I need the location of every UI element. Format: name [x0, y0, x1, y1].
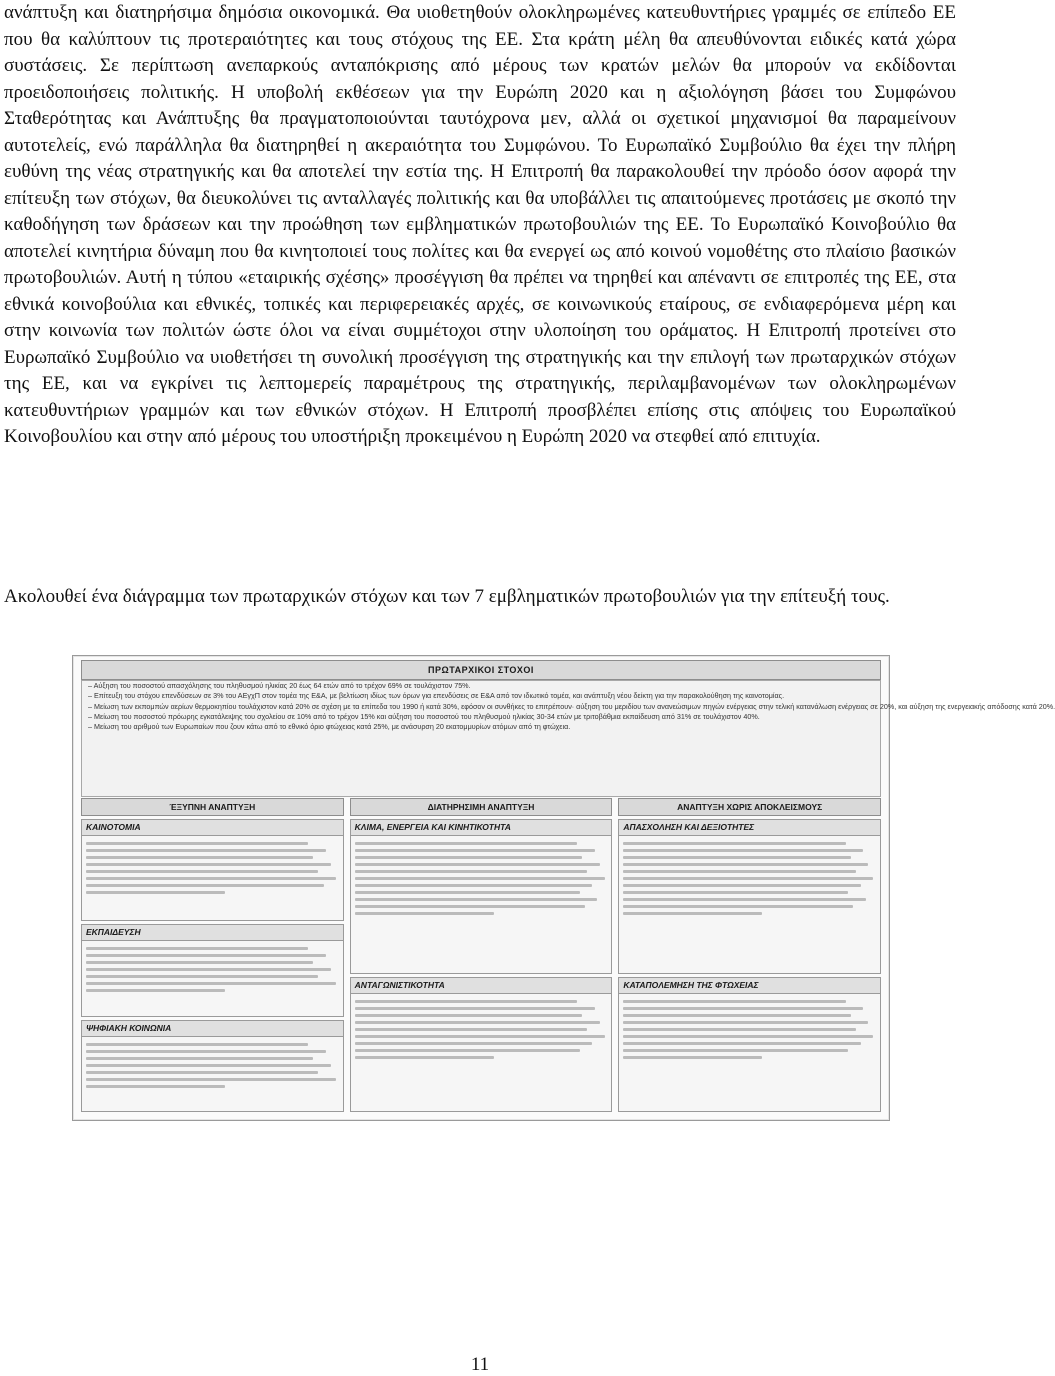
- flagship-title: ΚΑΙΝΟΤΟΜΙΑ: [82, 820, 343, 836]
- flagship-title: ΕΚΠΑΙΔΕΥΣΗ: [82, 925, 343, 941]
- priority-columns: [81, 798, 881, 1112]
- flagship-box: [350, 819, 613, 974]
- column-header: ΈΞΥΠΝΗ ΑΝΑΠΤΥΞΗ: [81, 798, 344, 816]
- flagship-text: [82, 836, 343, 900]
- small-print-line: [355, 842, 577, 845]
- europe-2020-diagram: [72, 655, 1055, 1121]
- small-print-line: [623, 1035, 873, 1038]
- flagship-box: [618, 819, 881, 974]
- target-item: – Μείωση του αριθμού των Ευρωπαίων που ζουν κάτω από το εθνικό όριο φτώχειας κατά 25%, με ανάσυρση 20 εκατομμυρίων ατόμων από τη φτώχεια.: [82, 722, 880, 732]
- small-print-line: [355, 1000, 577, 1003]
- flagship-title: ΨΗΦΙΑΚΗ ΚΟΙΝΩΝΙΑ: [82, 1021, 343, 1037]
- small-print-line: [623, 870, 855, 873]
- small-print-line: [355, 870, 587, 873]
- target-item: – Μείωση του ποσοστού πρόωρης εγκατάλειψης του σχολείου σε 10% από το τρέχον 15% και αύξηση του ποσοστού του πληθυσμού ηλικίας 30-34 ετών με τριτοβάθμια εκπαίδευση από 31% σε τουλάχιστον 40%.: [82, 712, 880, 722]
- small-print-line: [86, 982, 336, 985]
- small-print-line: [623, 891, 848, 894]
- small-print-line: [623, 1056, 762, 1059]
- small-print-line: [623, 1021, 868, 1024]
- small-print-line: [86, 1064, 331, 1067]
- small-print-line: [355, 905, 585, 908]
- small-print-line: [86, 842, 308, 845]
- small-print-line: [86, 975, 318, 978]
- body-paragraph-2: Ακολουθεί ένα διάγραμμα των πρωταρχικών στόχων και των 7 εμβληματικών πρωτοβουλιών για την επίτευξή τους.: [4, 586, 890, 607]
- small-print-line: [86, 1078, 336, 1081]
- small-print-line: [355, 849, 595, 852]
- small-print-line: [86, 849, 326, 852]
- small-print-line: [86, 947, 308, 950]
- target-item: – Αύξηση του ποσοστού απασχόλησης του πληθυσμού ηλικίας 20 έως 64 ετών από το τρέχον 69% σε τουλάχιστον 75%.: [82, 681, 880, 691]
- small-print-line: [86, 877, 336, 880]
- small-print-line: [623, 1028, 855, 1031]
- small-print-line: [355, 1014, 582, 1017]
- small-print-line: [623, 849, 863, 852]
- small-print-line: [86, 1050, 326, 1053]
- flagship-box: [618, 977, 881, 1112]
- small-print-line: [623, 912, 762, 915]
- small-print-line: [623, 905, 853, 908]
- small-print-line: [623, 1014, 850, 1017]
- flagship-title: ΑΠΑΣΧΟΛΗΣΗ ΚΑΙ ΔΕΞΙΟΤΗΤΕΣ: [619, 820, 880, 836]
- small-print-line: [86, 891, 225, 894]
- body-paragraph-1: ανάπτυξη και διατηρήσιμα δημόσια οικονομικά. Θα υιοθετηθούν ολοκληρωμένες κατευθυντήριες γραμμές σε επίπεδο ΕΕ που θα καλύπτουν τις προτεραιότητες και τους στόχους της ΕΕ. Στα κράτη μέλη θα απευθύνονται ειδικές κατά χώρα συστάσεις. Σε περίπτωση ανεπαρκούς ανταπόκρισης από μέρους των κρατών μελών θα μπορούν να εκδίδονται προειδοποιήσεις πολιτικής. Η υποβολή εκθέσεων για την Ευρώπη 2020 και η αξιολόγηση βάσει του Συμφώνου Σταθερότητας και Ανάπτυξης θα πραγματοποιούνται ταυτόχρονα μεν, αλλά οι σχετικοί μηχανισμοί θα παραμείνουν αυτοτελείς, ενώ παράλληλα θα διατηρηθεί η ακεραιότητα του Συμφώνου. Το Ευρωπαϊκό Συμβούλιο θα έχει την πλήρη ευθύνη της νέας στρατηγικής και θα αποτελεί την εστία της. Η Επιτροπή θα παρακολουθεί την πρόοδο όσον αφορά την επίτευξη των στόχων, θα διευκολύνει τις ανταλλαγές πολιτικής και θα υποβάλλει τις απαιτούμενες προτάσεις με σκοπό την καθοδήγηση των δράσεων και την προώθηση των εμβληματικών πρωτοβουλιών της ΕΕ. Το Ευρωπαϊκό Κοινοβούλιο θα αποτελεί κινητήρια δύναμη που θα κινητοποιεί τους πολίτες και θα ενεργεί ως από κοινού νομοθέτης στο πλαίσιο βασικών πρωτοβουλιών. Αυτή η τύπου «εταιρικής σχέσης» προσέγγιση θα πρέπει να τηρηθεί και απέναντι σε επιτροπές της ΕΕ, στα εθνικά κοινοβούλια και εθνικές, τοπικές και περιφερειακές αρχές, σε κοινωνικούς εταίρους, σε ενδιαφερόμενα μέρη και στην κοινωνία των πολιτών ώστε όλοι να είναι συμμέτοχοι στην υλοποίηση του οράματος. Η Επιτροπή προτείνει στο Ευρωπαϊκό Συμβούλιο να υιοθετήσει τη συνολική προσέγγιση της στρατηγικής και την επιλογή των πρωταρχικών στόχων της ΕΕ, και να εγκρίνει τις λεπτομερείς παραμέτρους της στρατηγικής, περιλαμβανομένων των ολοκληρωμένων κατευθυντήριων γραμμών και των εθνικών στόχων. Η Επιτροπή προσβλέπει επίσης στις απόψεις του Ευρωπαϊκού Κοινοβουλίου και στην από μέρους του υποστήριξη προκειμένου η Ευρώπη 2020 να στεφθεί από επιτυχία.: [4, 2, 956, 447]
- flagship-box: [350, 977, 613, 1112]
- flagship-text: [619, 994, 880, 1065]
- small-print-line: [86, 1071, 318, 1074]
- small-print-line: [623, 842, 845, 845]
- flagship-title: ΚΛΙΜΑ, ΕΝΕΡΓΕΙΑ ΚΑΙ ΚΙΝΗΤΙΚΟΤΗΤΑ: [351, 820, 612, 836]
- small-print-line: [86, 968, 331, 971]
- flagship-title: ΑΝΤΑΓΩΝΙΣΤΙΚΟΤΗΤΑ: [351, 978, 612, 994]
- small-print-line: [623, 1049, 848, 1052]
- small-print-line: [86, 954, 326, 957]
- small-print-line: [86, 961, 313, 964]
- small-print-line: [86, 989, 225, 992]
- small-print-line: [355, 891, 580, 894]
- small-print-line: [355, 877, 605, 880]
- target-item: – Επίτευξη του στόχου επενδύσεων σε 3% του ΑΕγχΠ στον τομέα της Ε&Α, με βελτίωση ιδίως των όρων για επενδύσεις σε Ε&Α από τον ιδιωτικό τομέα, και ανάπτυξη νέου δείκτη για την παρακολούθηση της καινοτομίας.: [82, 691, 880, 701]
- small-print-line: [623, 856, 850, 859]
- small-print-line: [623, 863, 868, 866]
- small-print-line: [355, 863, 600, 866]
- small-print-line: [355, 1042, 593, 1045]
- small-print-line: [355, 1056, 494, 1059]
- priority-column: [81, 798, 344, 1112]
- small-print-line: [623, 898, 866, 901]
- priority-column: [350, 798, 613, 1112]
- small-print-line: [355, 1035, 605, 1038]
- small-print-line: [355, 1007, 595, 1010]
- target-item: – Μείωση των εκπομπών αερίων θερμοκηπίου τουλάχιστον κατά 20% σε σχέση με τα επίπεδα του 1990 ή κατά 30%, εφόσον οι συνθήκες το επιτρέπουν· αύξηση του μεριδίου των ανανεώσιμων πηγών ενέργειας στην τελική κατανάλωση ενέργειας σε 20%, και αύξηση της ενεργειακής απόδοσης κατά 20%.: [82, 702, 880, 712]
- small-print-line: [355, 856, 582, 859]
- flagship-text: [619, 836, 880, 921]
- flagship-box: [81, 924, 344, 1016]
- small-print-line: [355, 884, 593, 887]
- small-print-line: [623, 877, 873, 880]
- small-print-line: [86, 1043, 308, 1046]
- small-print-line: [623, 1000, 845, 1003]
- priority-column: [618, 798, 881, 1112]
- flagship-title: ΚΑΤΑΠΟΛΕΜΗΣΗ ΤΗΣ ΦΤΩΧΕΙΑΣ: [619, 978, 880, 994]
- small-print-line: [86, 1085, 225, 1088]
- column-header: ΔΙΑΤΗΡΗΣΙΜΗ ΑΝΑΠΤΥΞΗ: [350, 798, 613, 816]
- flagship-box: [81, 1020, 344, 1112]
- headline-targets-box: [81, 680, 1055, 797]
- diagram-header: ΠΡΩΤΑΡΧΙΚΟΙ ΣΤΟΧΟΙ: [81, 660, 881, 680]
- page-number: 11: [470, 1354, 490, 1375]
- small-print-line: [623, 1007, 863, 1010]
- small-print-line: [86, 863, 331, 866]
- flagship-text: [82, 941, 343, 998]
- small-print-line: [355, 898, 598, 901]
- flagship-text: [351, 994, 612, 1065]
- small-print-line: [355, 1021, 600, 1024]
- small-print-line: [86, 884, 324, 887]
- flagship-text: [351, 836, 612, 921]
- flagship-box: [81, 819, 344, 921]
- small-print-line: [623, 884, 861, 887]
- small-print-line: [86, 1057, 313, 1060]
- small-print-line: [355, 1049, 580, 1052]
- small-print-line: [355, 1028, 587, 1031]
- small-print-line: [623, 1042, 861, 1045]
- flagship-text: [82, 1037, 343, 1094]
- small-print-line: [86, 856, 313, 859]
- small-print-line: [86, 870, 318, 873]
- column-header: ΑΝΑΠΤΥΞΗ ΧΩΡΙΣ ΑΠΟΚΛΕΙΣΜΟΥΣ: [618, 798, 881, 816]
- small-print-line: [355, 912, 494, 915]
